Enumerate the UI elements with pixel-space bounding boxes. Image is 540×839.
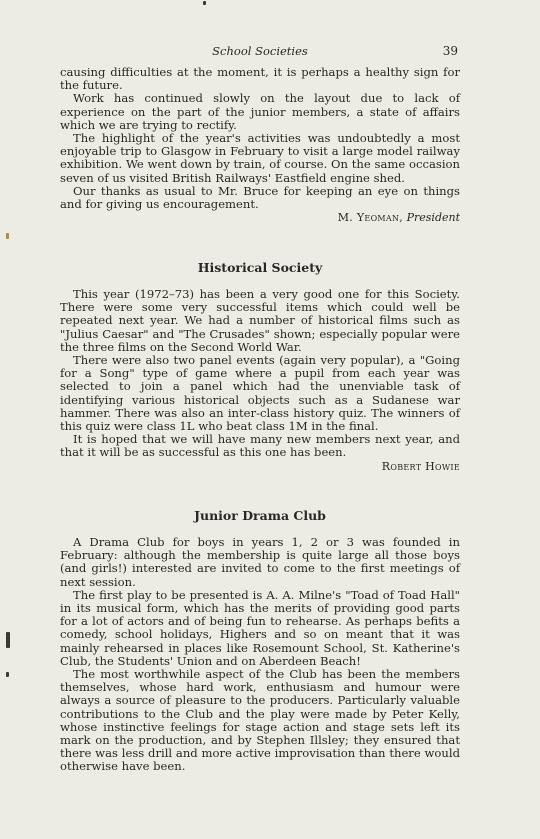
paragraph: The first play to be presented is A. A. Milne's "Toad of Toad Hall" in its musical form, which has the merits of providing good parts for a lot of actors and of being fun to rehearse. As perhaps befits a comedy, school holidays, Highers and so on meant that it was mainly rehearsed in places like Rosemount School, St. Katherine's Club, the Students' Union and on Aberdeen Beach!	[60, 587, 460, 668]
paragraph: This year (1972–73) has been a very good one for this Society. There were some very successful items which could well be repeated next year. We had a number of historical films such as "Julius Caesar" and "The Crusades" shown; especially popular were the three films on the Second World War.	[60, 287, 460, 354]
railway-society-section	[60, 66, 460, 224]
signature-name: M. Yeoman,	[337, 211, 404, 225]
binding-mark-left-3	[6, 672, 9, 677]
paragraph: causing difficulties at the moment, it is perhaps a healthy sign for the future.	[60, 65, 460, 93]
paragraph: The most worthwhile aspect of the Club has been the members themselves, whose hard work, enthusiasm and humour were always a source of pleasure to the producers. Particularly valuable contributions to the Club and the play were made by Peter Kelly, whose instinctive feelings for stage action and stage sets left its mark on the production, and by Stephen Illsley; they ensured that there was less drill and more active improvisation than there would otherwise have been.	[60, 667, 460, 774]
running-head: School Societies	[212, 44, 308, 58]
page-number: 39	[442, 44, 458, 58]
paragraph: Work has continued slowly on the layout due to lack of experience on the part of the junior members, a state of affairs which we are trying to rectify.	[60, 91, 460, 132]
page-header	[60, 43, 460, 61]
section-heading: Historical Society	[197, 260, 323, 275]
paragraph: There were also two panel events (again very popular), a "Going for a Song" type of game where a pupil from each year was selected to join a panel which had the unenviable task of identifying various historical objects such as a Sudanese war hammer. There was also an inter-class history quiz. The winners of this quiz were class 1L who beat class 1M in the final.	[60, 353, 460, 434]
historical-society-section	[60, 288, 460, 473]
signature	[60, 211, 460, 224]
junior-drama-club-section	[60, 536, 460, 774]
binding-mark-left-2	[6, 632, 10, 648]
binding-mark-top	[203, 1, 206, 5]
paragraph: A Drama Club for boys in years 1, 2 or 3 was founded in February: although the membership is quite large all those boys (and girls!) interested are invited to come to the first meetings of next session.	[60, 535, 460, 589]
paragraph: Our thanks as usual to Mr. Bruce for keeping an eye on things and for giving us encouragement.	[60, 183, 460, 212]
section-heading: Junior Drama Club	[194, 508, 326, 523]
paragraph: It is hoped that we will have many new members next year, and that it will be as successful as this one has been.	[60, 432, 460, 460]
signature-name: Robert Howie	[381, 459, 460, 473]
paragraph: The highlight of the year's activities was undoubtedly a most enjoyable trip to Glasgow in February to visit a large model railway exhibition. We went down by train, of course. On the same occasion seven of us visited British Railways' Eastfield engine shed.	[60, 131, 460, 185]
signature-role: President	[406, 211, 460, 225]
signature	[60, 460, 460, 473]
binding-mark-left-1	[6, 233, 9, 239]
